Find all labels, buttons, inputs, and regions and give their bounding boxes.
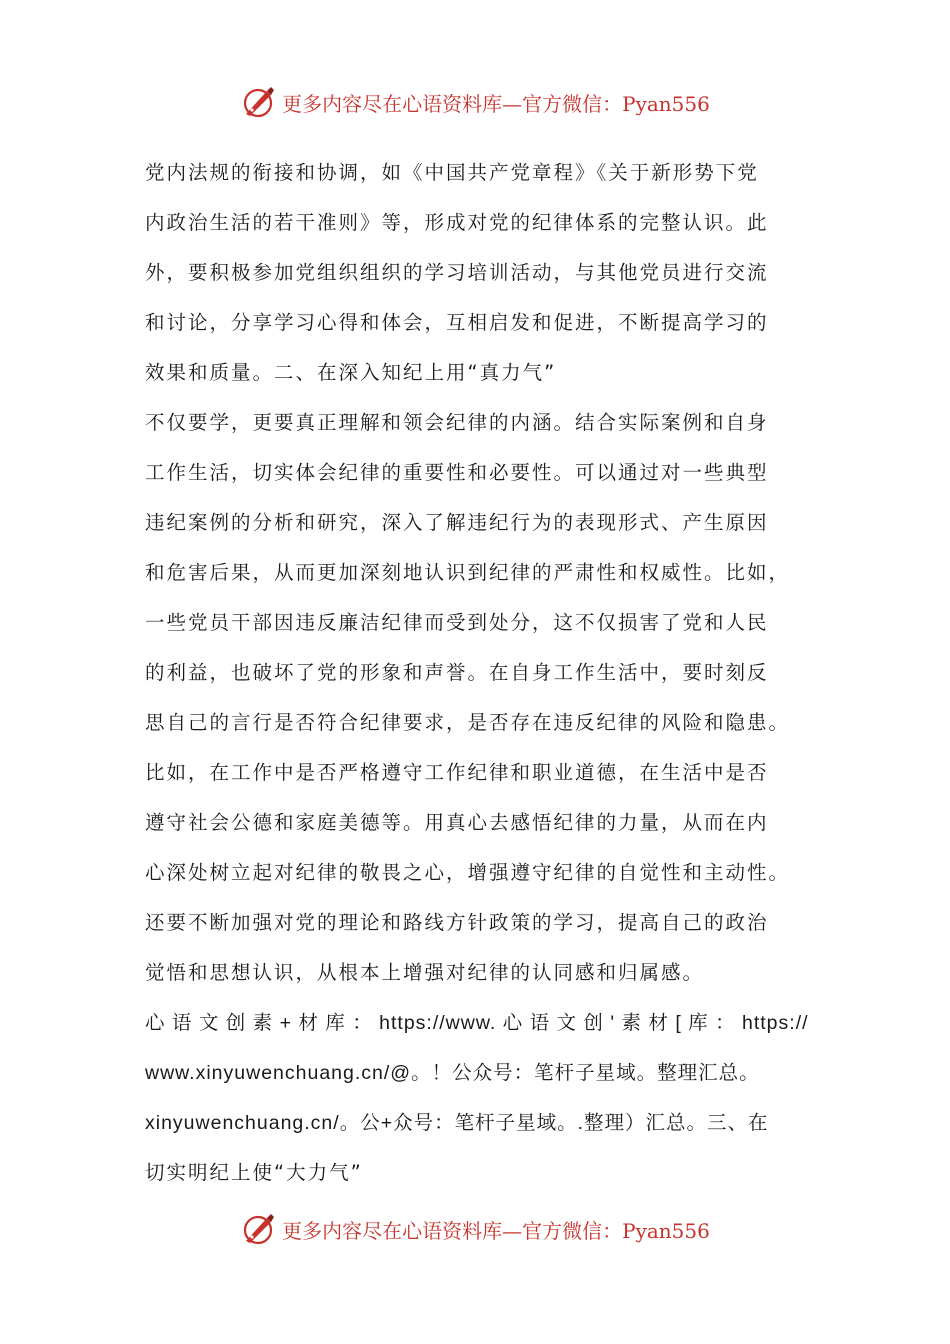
body-line: 比如，在工作中是否严格遵守工作纪律和职业道德，在生活中是否 xyxy=(145,761,769,784)
body-line: 违纪案例的分析和研究，深入了解违纪行为的表现形式、产生原因 xyxy=(145,511,769,534)
footer-banner-text: 更多内容尽在心语资料库—官方微信：Pyan556 xyxy=(282,1218,710,1243)
document-body xyxy=(145,148,815,1198)
body-line: 内政治生活的若干准则》等，形成对党的纪律体系的完整认识。此 xyxy=(145,211,769,234)
watermark-text-line: 心 语 文 创 素 + 材 库 ： https://www. 心 语 文 创 ' 素 材 [ 库 ： https:// xyxy=(145,1012,809,1034)
body-line: 一些党员干部因违反廉洁纪律而受到处分，这不仅损害了党和人民 xyxy=(145,611,769,634)
footer-banner-content xyxy=(240,1211,710,1247)
body-line: 和讨论，分享学习心得和体会，互相启发和促进，不断提高学习的 xyxy=(145,311,769,334)
body-line: 外，要积极参加党组织组织的学习培训活动，与其他党员进行交流 xyxy=(145,261,769,284)
watermark-text-line: xinyuwenchuang.cn/。公+众号：笔杆子星域。.整理）汇总。三、在 xyxy=(145,1112,769,1134)
body-line: 还要不断加强对党的理论和路线方针政策的学习，提高自己的政治 xyxy=(145,911,769,934)
body-line: 党内法规的衔接和协调，如《中国共产党章程》《关于新形势下党 xyxy=(145,161,759,184)
body-line: 和危害后果，从而更加深刻地认识到纪律的严肃性和权威性。比如， xyxy=(145,561,791,584)
body-line: 工作生活，切实体会纪律的重要性和必要性。可以通过对一些典型 xyxy=(145,461,769,484)
section-heading-line: 切实明纪上使“大力气” xyxy=(145,1161,363,1184)
watermark-text-line: www.xinyuwenchuang.cn/@。！公众号：笔杆子星域。整理汇总。 xyxy=(145,1062,760,1084)
section-heading-line: 效果和质量。二、在深入知纪上用“真力气” xyxy=(145,361,557,384)
body-line: 思自己的言行是否符合纪律要求，是否存在违反纪律的风险和隐患。 xyxy=(145,711,791,734)
body-line: 的利益，也破坏了党的形象和声誉。在自身工作生活中，要时刻反 xyxy=(145,661,769,684)
body-line: 不仅要学，更要真正理解和领会纪律的内涵。结合实际案例和自身 xyxy=(145,411,769,434)
header-banner-content xyxy=(240,84,710,120)
body-line: 遵守社会公德和家庭美德等。用真心去感悟纪律的力量，从而在内 xyxy=(145,811,769,834)
header-banner-text: 更多内容尽在心语资料库—官方微信：Pyan556 xyxy=(282,91,710,116)
body-line: 觉悟和思想认识，从根本上增强对纪律的认同感和归属感。 xyxy=(145,961,705,984)
pen-nib-circle-icon xyxy=(240,1211,276,1247)
header-banner xyxy=(0,80,950,124)
footer-banner xyxy=(0,1207,950,1251)
pen-nib-circle-icon xyxy=(240,84,276,120)
body-line: 心深处树立起对纪律的敬畏之心，增强遵守纪律的自觉性和主动性。 xyxy=(145,861,791,884)
